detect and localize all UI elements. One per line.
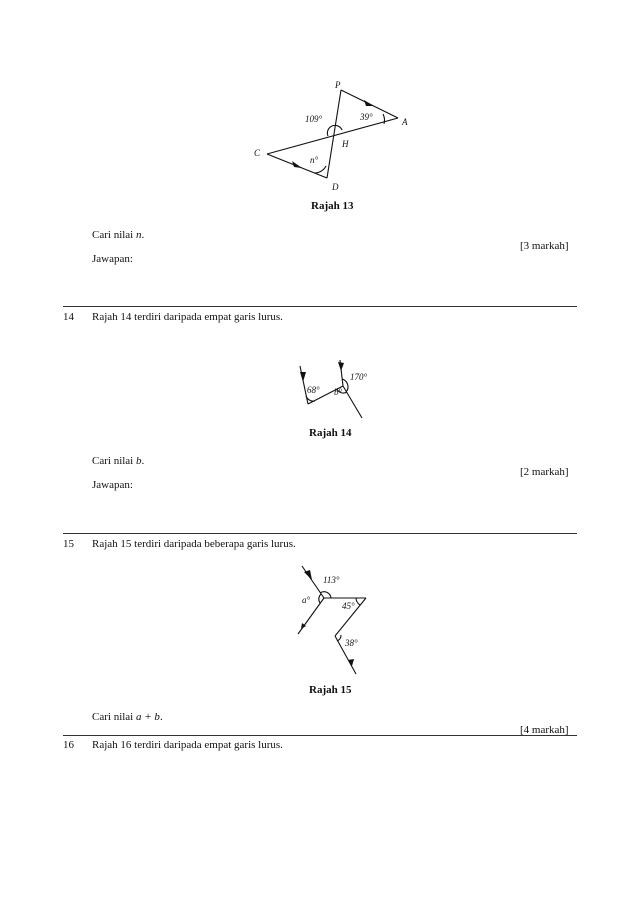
angle-label-45: 45° — [342, 601, 355, 611]
instruction-13-suffix: . — [141, 229, 145, 241]
angle-arc-n — [314, 166, 326, 173]
figure-14 — [290, 358, 380, 423]
answer-label-13: Jawapan: — [92, 253, 133, 265]
caption-14: Rajah 14 — [309, 427, 352, 439]
caption-13: Rajah 13 — [311, 200, 354, 212]
angle-label-b: b° — [334, 387, 343, 397]
marks-14: [2 markah] — [520, 466, 569, 478]
instruction-15-suffix: . — [159, 711, 163, 723]
label-c: C — [254, 148, 261, 158]
label-a: A — [402, 117, 408, 127]
label-p: P — [335, 80, 341, 90]
question-number-15: 15 — [63, 538, 74, 550]
angle-label-109: 109° — [305, 114, 323, 124]
figure-15 — [290, 562, 380, 680]
angle-arc-a — [319, 594, 321, 603]
parallel-arrow-14-left — [300, 372, 306, 382]
parallel-arrow-14-right — [338, 362, 344, 371]
instruction-14-prefix: Cari nilai — [92, 455, 136, 467]
label-d: D — [332, 182, 339, 192]
line-ca — [267, 118, 398, 154]
caption-15: Rajah 15 — [309, 684, 352, 696]
angle-label-170: 170° — [350, 372, 368, 382]
label-h: H — [342, 139, 349, 149]
angle-label-39: 39° — [360, 112, 373, 122]
instruction-15-prefix: Cari nilai — [92, 711, 136, 723]
angle-label-113: 113° — [323, 575, 340, 585]
question-text-16: Rajah 16 terdiri daripada empat garis lurus. — [92, 739, 283, 751]
marks-15: [4 markah] — [520, 724, 569, 736]
question-text-15: Rajah 15 terdiri daripada beberapa garis lurus. — [92, 538, 296, 550]
figure-13 — [250, 78, 420, 196]
angle-label-68: 68° — [307, 385, 320, 395]
instruction-14-var: b — [136, 455, 142, 467]
question-number-16: 16 — [63, 739, 74, 751]
line-15-upper-left — [302, 566, 324, 598]
angle-label-a: a° — [302, 595, 311, 605]
marks-13: [3 markah] — [520, 240, 569, 252]
answer-label-14: Jawapan: — [92, 479, 133, 491]
instruction-13-var: n — [136, 229, 142, 241]
instruction-14-suffix: . — [141, 455, 145, 467]
instruction-15 — [92, 711, 163, 723]
question-text-14: Rajah 14 terdiri daripada empat garis lurus. — [92, 311, 283, 323]
instruction-14 — [92, 455, 144, 467]
angle-label-38: 38° — [345, 638, 358, 648]
instruction-13 — [92, 229, 144, 241]
divider-15 — [63, 533, 577, 534]
question-number-14: 14 — [63, 311, 74, 323]
instruction-13-prefix: Cari nilai — [92, 229, 136, 241]
divider-16 — [63, 735, 577, 736]
angle-label-n: n° — [310, 155, 319, 165]
angle-arc-45 — [356, 598, 360, 605]
instruction-15-var: a + b — [136, 711, 160, 723]
divider-14 — [63, 306, 577, 307]
line-14-right-lower — [343, 386, 362, 418]
